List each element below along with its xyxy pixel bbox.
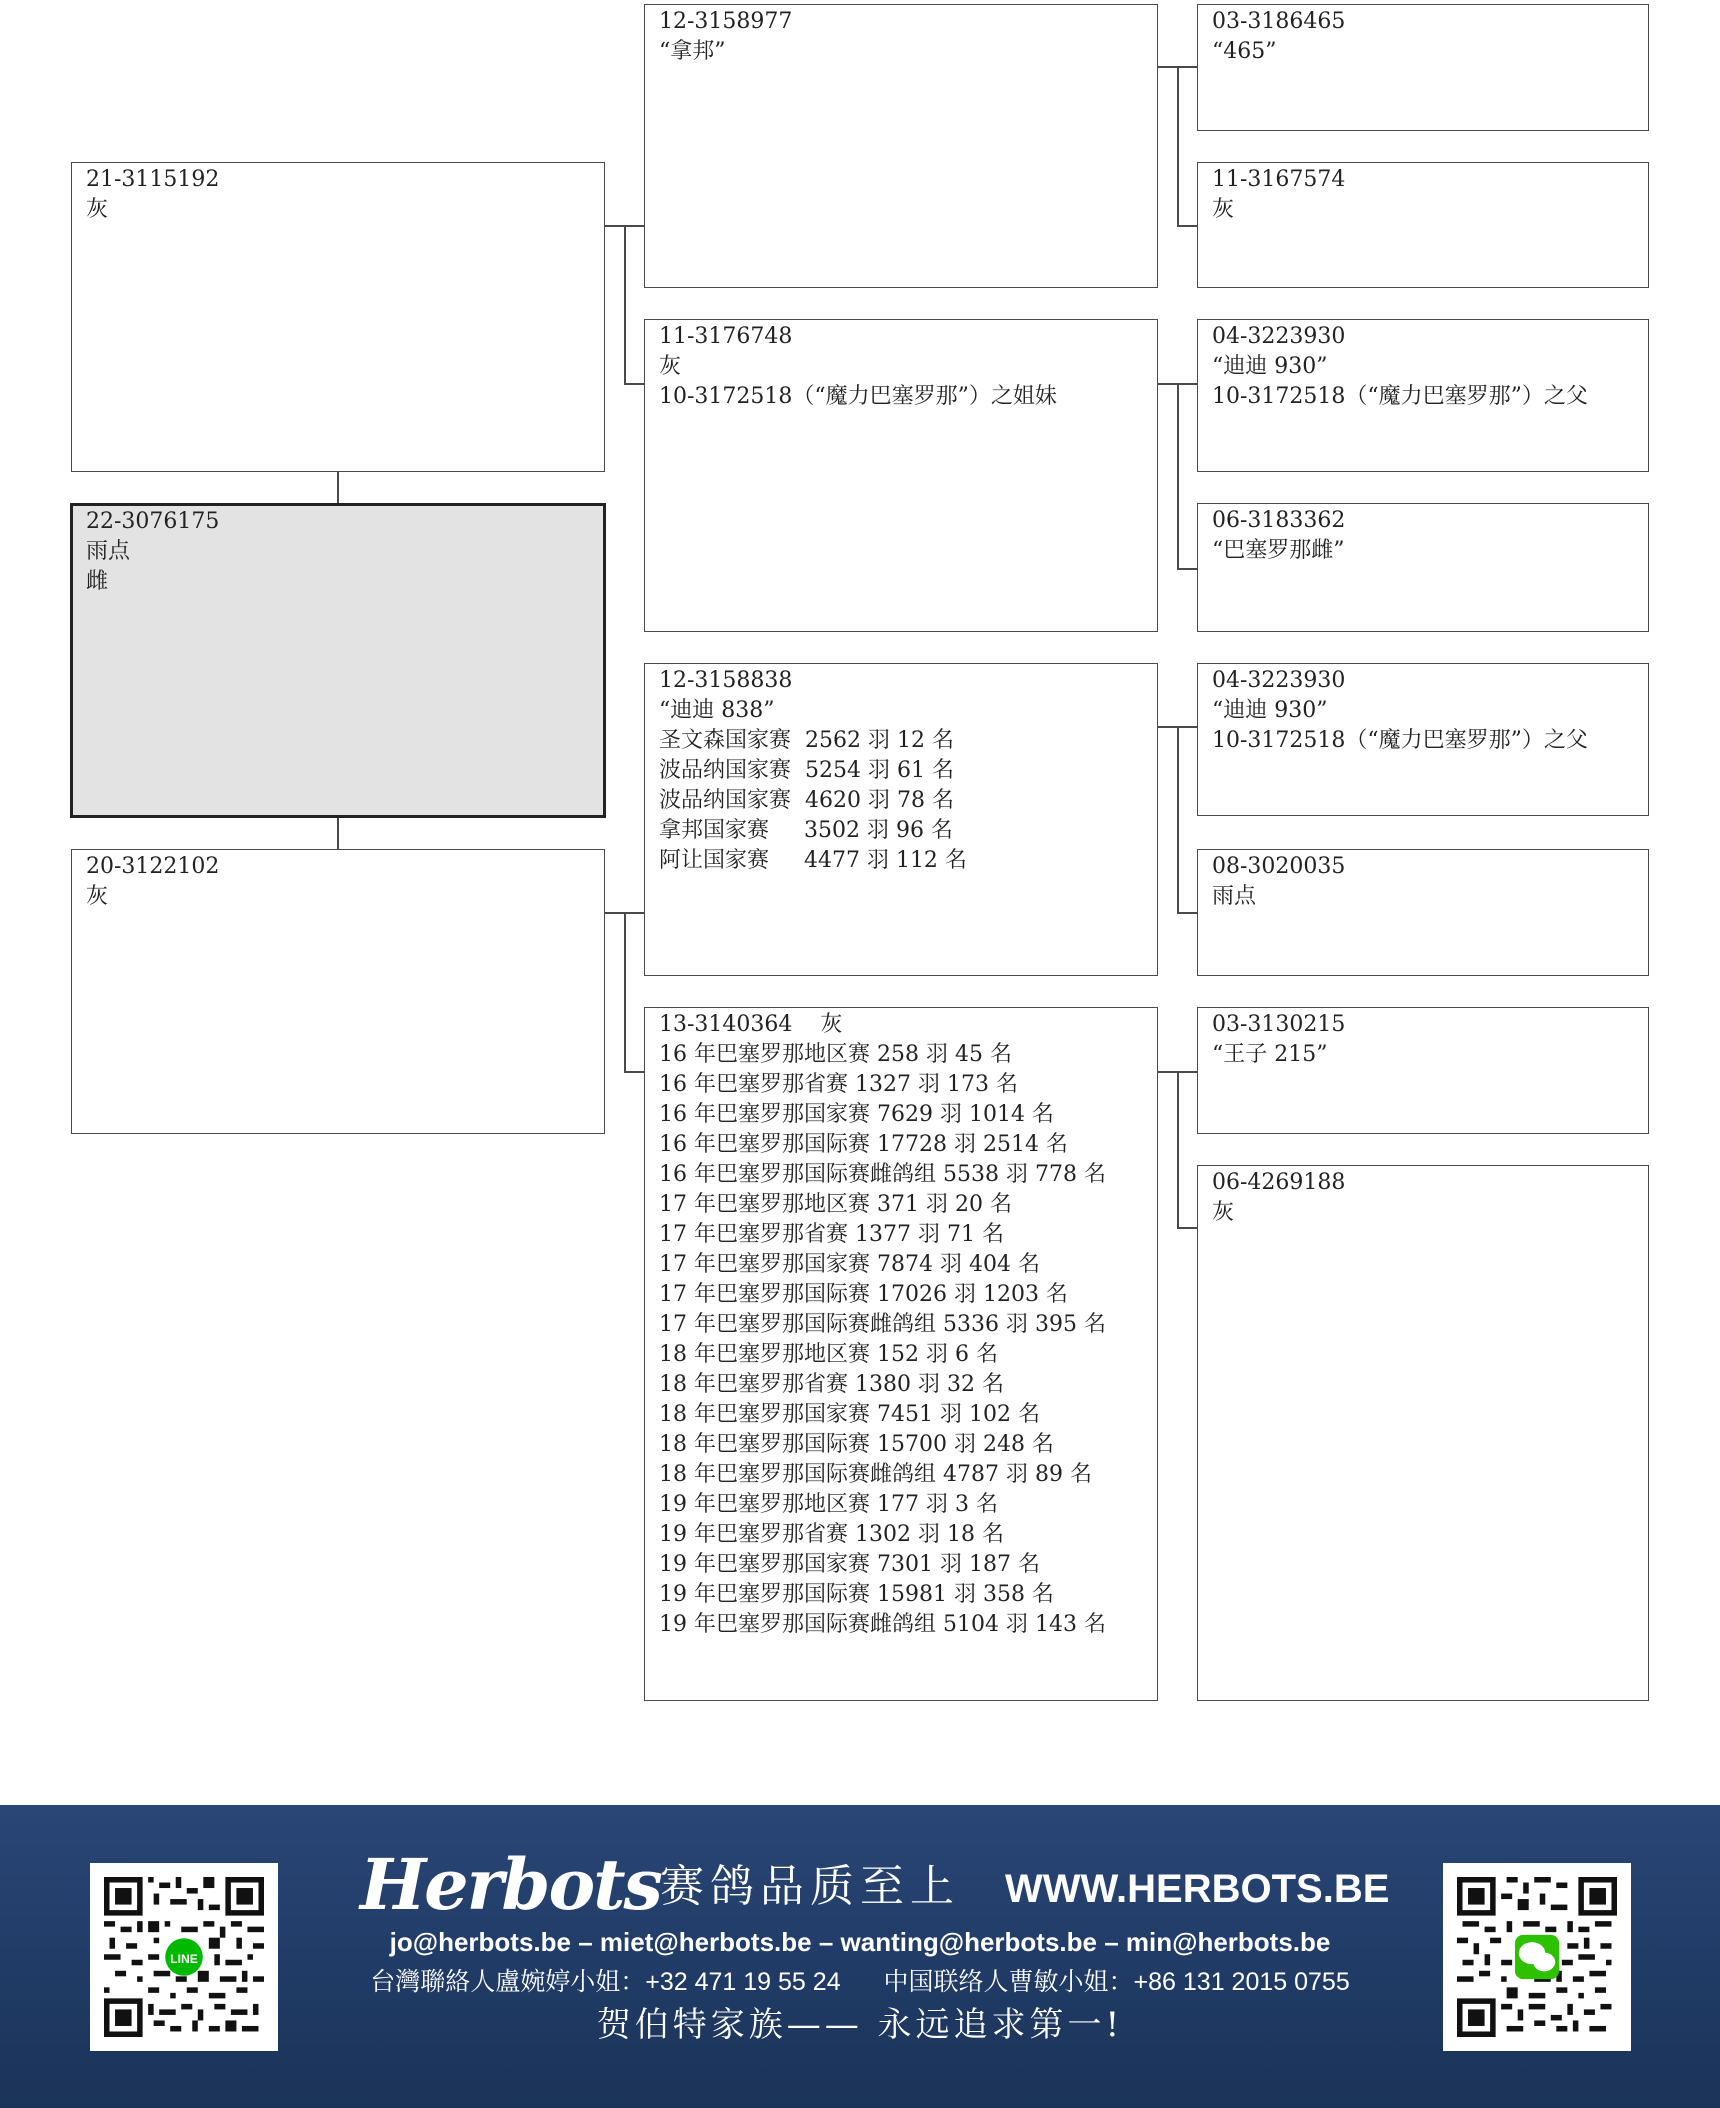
pedigree-line: 18 年巴塞罗那国际赛雌鸽组 4787 羽 89 名 bbox=[659, 1462, 1092, 1487]
pedigree-line: “迪迪 930” bbox=[1212, 698, 1328, 723]
connector-g2-4 bbox=[1158, 1071, 1178, 1073]
pedigree-line: 08-3020035 bbox=[1212, 854, 1346, 879]
pedigree-line: 11-3176748 bbox=[659, 324, 793, 349]
pedigree-line: 21-3115192 bbox=[86, 167, 220, 192]
pedigree-line: 16 年巴塞罗那国际赛雌鸽组 5538 羽 778 名 bbox=[659, 1162, 1106, 1187]
connector-sire-dam bbox=[624, 383, 644, 385]
pedigree-line: 雌 bbox=[86, 569, 109, 594]
pedigree-line: 03-3130215 bbox=[1212, 1012, 1346, 1037]
pedigree-line: 阿让国家赛 4477 羽 112 名 bbox=[659, 848, 967, 873]
email-list[interactable]: jo@herbots.be – miet@herbots.be – wanting@herbots.be – min@herbots.be bbox=[389, 1927, 1331, 1957]
pedigree-line: 04-3223930 bbox=[1212, 324, 1346, 349]
contact-taiwan: 台灣聯絡人盧婉婷小姐：+32 471 19 55 24 bbox=[370, 1968, 841, 1996]
pedigree-line: 19 年巴塞罗那国际赛雌鸽组 5104 羽 143 名 bbox=[659, 1612, 1106, 1637]
connector-g2-4-bracket bbox=[1177, 1071, 1179, 1227]
connector-g2-1-bracket bbox=[1177, 66, 1179, 225]
contact-china: 中国联络人曹敏小姐：+86 131 2015 0755 bbox=[883, 1968, 1350, 1996]
pedigree-line: “巴塞罗那雌” bbox=[1212, 538, 1345, 563]
pedigree-line: 19 年巴塞罗那国家赛 7301 羽 187 名 bbox=[659, 1552, 1040, 1577]
dam-dam-box bbox=[644, 1007, 1158, 1701]
pedigree-line: 18 年巴塞罗那国家赛 7451 羽 102 名 bbox=[659, 1402, 1040, 1427]
qr-code-wechat[interactable] bbox=[1443, 1863, 1631, 2051]
connector-g2-2-bracket bbox=[1177, 383, 1179, 568]
pedigree-line: 16 年巴塞罗那省赛 1327 羽 173 名 bbox=[659, 1072, 1018, 1097]
ggp-box-4 bbox=[1197, 503, 1649, 632]
sire-sire-box bbox=[644, 4, 1158, 288]
pedigree-line: 17 年巴塞罗那国际赛雌鸽组 5336 羽 395 名 bbox=[659, 1312, 1106, 1337]
pedigree-line: 17 年巴塞罗那国家赛 7874 羽 404 名 bbox=[659, 1252, 1040, 1277]
pedigree-line: 11-3167574 bbox=[1212, 167, 1346, 192]
connector-g3-7 bbox=[1177, 1071, 1197, 1073]
pedigree-line: “王子 215” bbox=[1212, 1042, 1328, 1067]
pedigree-line: 雨点 bbox=[1212, 884, 1257, 909]
pedigree-line: “465” bbox=[1212, 39, 1277, 64]
pedigree-line: 16 年巴塞罗那地区赛 258 羽 45 名 bbox=[659, 1042, 1012, 1067]
ggp-box-8 bbox=[1197, 1165, 1649, 1701]
pedigree-line: 波品纳国家赛 5254 羽 61 名 bbox=[659, 758, 954, 783]
pedigree-line: 波品纳国家赛 4620 羽 78 名 bbox=[659, 788, 954, 813]
pedigree-line: 19 年巴塞罗那国际赛 15981 羽 358 名 bbox=[659, 1582, 1054, 1607]
dam-sire-box bbox=[644, 663, 1158, 976]
pedigree-line: 12-3158977 bbox=[659, 9, 793, 34]
connector-g3-6 bbox=[1177, 912, 1197, 914]
pedigree-line: “迪迪 838” bbox=[659, 698, 775, 723]
pedigree-line: 灰 bbox=[1212, 197, 1235, 222]
ggp-box-6 bbox=[1197, 849, 1649, 976]
sire-box bbox=[71, 162, 605, 472]
footer-banner bbox=[0, 1805, 1720, 2108]
connector-subject-dam bbox=[337, 818, 339, 849]
pedigree-line: 03-3186465 bbox=[1212, 9, 1346, 34]
connector-dam-to-parents bbox=[605, 912, 625, 914]
pedigree-line: 10-3172518（“魔力巴塞罗那”）之父 bbox=[1212, 384, 1588, 409]
connector-g3-1 bbox=[1177, 66, 1197, 68]
connector-g3-2 bbox=[1177, 225, 1197, 227]
connector-dam-sire bbox=[624, 912, 644, 914]
ggp-box-5 bbox=[1197, 663, 1649, 816]
pedigree-line: 20-3122102 bbox=[86, 854, 220, 879]
connector-sire-to-parents bbox=[605, 225, 625, 227]
website-link[interactable]: WWW.HERBOTS.BE bbox=[1005, 1867, 1390, 1911]
pedigree-line: 16 年巴塞罗那国家赛 7629 羽 1014 名 bbox=[659, 1102, 1054, 1127]
pedigree-line: 10-3172518（“魔力巴塞罗那”）之父 bbox=[1212, 728, 1588, 753]
pedigree-line: 06-3183362 bbox=[1212, 508, 1346, 533]
pedigree-line: 22-3076175 bbox=[86, 509, 220, 534]
connector-dam-bracket bbox=[624, 912, 626, 1071]
pedigree-line: 拿邦国家赛 3502 羽 96 名 bbox=[659, 818, 953, 843]
connector-g2-2 bbox=[1158, 383, 1178, 385]
herbots-logo: Herbots bbox=[360, 1843, 661, 1926]
pedigree-line: 圣文森国家赛 2562 羽 12 名 bbox=[659, 728, 954, 753]
sire-dam-box bbox=[644, 319, 1158, 632]
pedigree-line: 17 年巴塞罗那地区赛 371 羽 20 名 bbox=[659, 1192, 1012, 1217]
connector-g3-3 bbox=[1177, 383, 1197, 385]
connector-g3-8 bbox=[1177, 1227, 1197, 1229]
ggp-box-3 bbox=[1197, 319, 1649, 472]
pedigree-line: 雨点 bbox=[86, 539, 131, 564]
connector-sire-bracket bbox=[624, 225, 626, 383]
qr-code-wechat-icon bbox=[1457, 1877, 1617, 2037]
connector-g2-3-bracket bbox=[1177, 726, 1179, 912]
pedigree-line: 灰 bbox=[86, 884, 109, 909]
connector-g3-4 bbox=[1177, 568, 1197, 570]
ggp-box-2 bbox=[1197, 162, 1649, 288]
brand-row bbox=[360, 1843, 1390, 1926]
pedigree-line: 19 年巴塞罗那地区赛 177 羽 3 名 bbox=[659, 1492, 998, 1517]
pedigree-line: 17 年巴塞罗那国际赛 17026 羽 1203 名 bbox=[659, 1282, 1068, 1307]
subject-box bbox=[70, 503, 606, 818]
pedigree-line: 灰 bbox=[1212, 1200, 1235, 1225]
pedigree-line: 18 年巴塞罗那地区赛 152 羽 6 名 bbox=[659, 1342, 998, 1367]
family-motto: 贺伯特家族—— 永远追求第一! bbox=[596, 2005, 1124, 2045]
pedigree-line: 灰 bbox=[86, 197, 109, 222]
connector-g2-3 bbox=[1158, 726, 1178, 728]
pedigree-line: 17 年巴塞罗那省赛 1377 羽 71 名 bbox=[659, 1222, 1004, 1247]
pedigree-line: 12-3158838 bbox=[659, 668, 793, 693]
brand-slogan: 赛鸽品质至上 bbox=[660, 1861, 960, 1912]
pedigree-line: 10-3172518（“魔力巴塞罗那”）之姐妹 bbox=[659, 384, 1057, 409]
ggp-box-7 bbox=[1197, 1007, 1649, 1134]
connector-sire-subject bbox=[337, 472, 339, 503]
pedigree-line: “拿邦” bbox=[659, 39, 726, 64]
pedigree-line: 18 年巴塞罗那省赛 1380 羽 32 名 bbox=[659, 1372, 1004, 1397]
pedigree-line: “迪迪 930” bbox=[1212, 354, 1328, 379]
connector-g3-5 bbox=[1177, 726, 1197, 728]
pedigree-line: 04-3223930 bbox=[1212, 668, 1346, 693]
ggp-box-1 bbox=[1197, 4, 1649, 131]
pedigree-line: 灰 bbox=[659, 354, 682, 379]
connector-sire-sire bbox=[624, 225, 644, 227]
pedigree-line: 16 年巴塞罗那国际赛 17728 羽 2514 名 bbox=[659, 1132, 1068, 1157]
svg-text:LINE: LINE bbox=[170, 1952, 198, 1967]
connector-dam-dam bbox=[624, 1071, 644, 1073]
dam-box bbox=[71, 849, 605, 1134]
pedigree-line: 13-3140364 灰 bbox=[659, 1012, 843, 1037]
pedigree-line: 06-4269188 bbox=[1212, 1170, 1346, 1195]
pedigree-line: 19 年巴塞罗那省赛 1302 羽 18 名 bbox=[659, 1522, 1004, 1547]
connector-g2-1 bbox=[1158, 66, 1178, 68]
pedigree-line: 18 年巴塞罗那国际赛 15700 羽 248 名 bbox=[659, 1432, 1054, 1457]
